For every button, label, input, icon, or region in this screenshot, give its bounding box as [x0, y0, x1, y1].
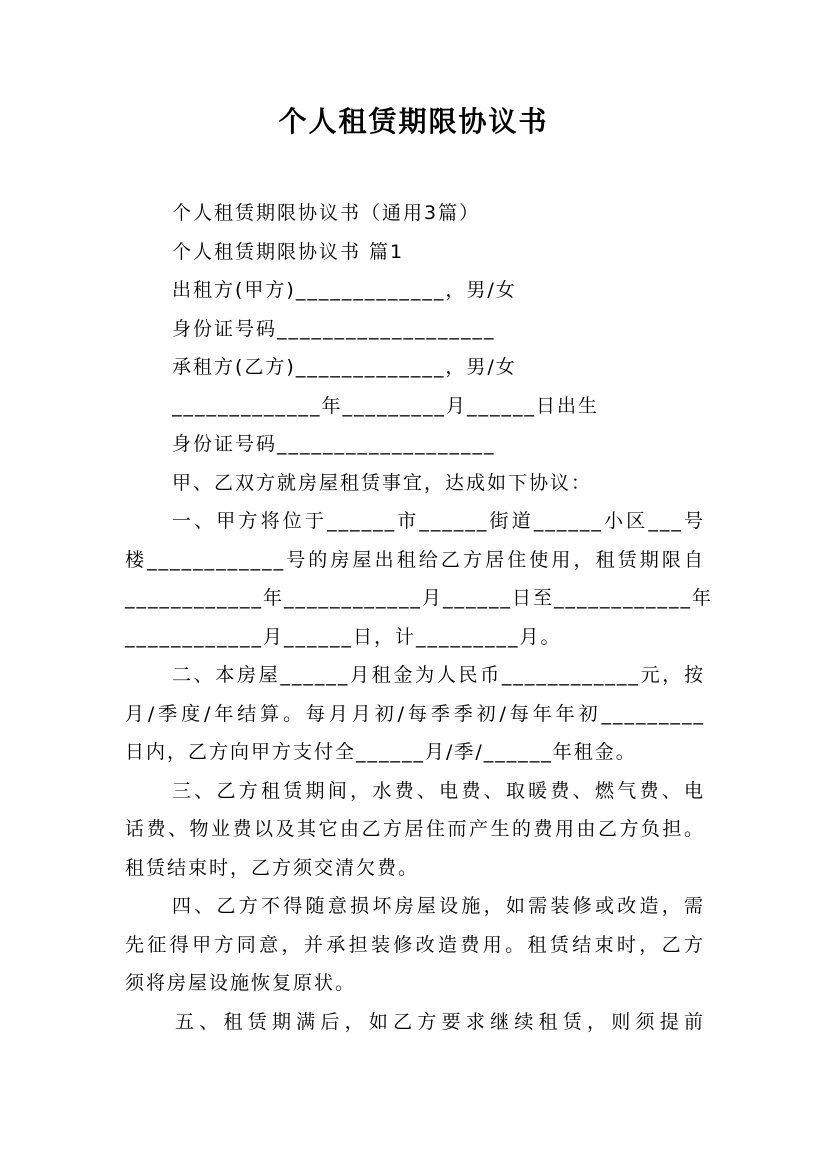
text-line: 身份证号码___________________	[172, 317, 496, 340]
text-line: 身份证号码___________________	[172, 433, 496, 455]
text-line: 个人租赁期限协议书（通用3篇）	[172, 202, 481, 224]
text-line: 个人租赁期限协议书 篇1	[172, 240, 405, 263]
text-line: 出租方(甲方)_____________，男/女	[172, 279, 517, 301]
document-body	[125, 194, 714, 1041]
text-line: 承租方(乙方)_____________，男/女	[172, 356, 517, 378]
text-line: ____________月______日，计_________月。	[125, 625, 562, 648]
text-line: 日内，乙方向甲方支付全______月/季/______年租金。	[125, 741, 637, 763]
text-line: 话费、物业费以及其它由乙方居住而产生的费用由乙方负担。	[125, 818, 705, 840]
text-line: 二、本房屋______月租金为人民币____________元，按	[172, 664, 705, 686]
text-line: 甲、乙双方就房屋租赁事宜，达成如下协议：	[172, 471, 593, 494]
document-title: 个人租赁期限协议书	[278, 105, 549, 138]
text-line: 租赁结束时，乙方须交清欠费。	[125, 856, 420, 879]
text-line: 月/季度/年结算。每月月初/每季季初/每年年初_________	[125, 702, 705, 725]
text-line: 先征得甲方同意，并承担装修改造费用。租赁结束时，乙方	[125, 933, 705, 956]
text-line: 五、租赁期满后，如乙方要求继续租赁，则须提前	[175, 1010, 705, 1033]
text-line: 四、乙方不得随意损坏房屋设施，如需装修或改造，需	[172, 895, 705, 917]
text-line: ____________年____________月______日至____________年	[125, 587, 714, 609]
text-line: 三、乙方租赁期间，水费、电费、取暖费、燃气费、电	[172, 779, 705, 802]
text-line: 须将房屋设施恢复原状。	[125, 972, 357, 994]
text-line: 楼____________号的房屋出租给乙方居住使用，租赁期限自	[125, 548, 705, 571]
text-line: 一、甲方将位于______市______街道______小区___号	[172, 510, 705, 532]
text-line: _____________年_________月______日出生	[172, 394, 600, 417]
